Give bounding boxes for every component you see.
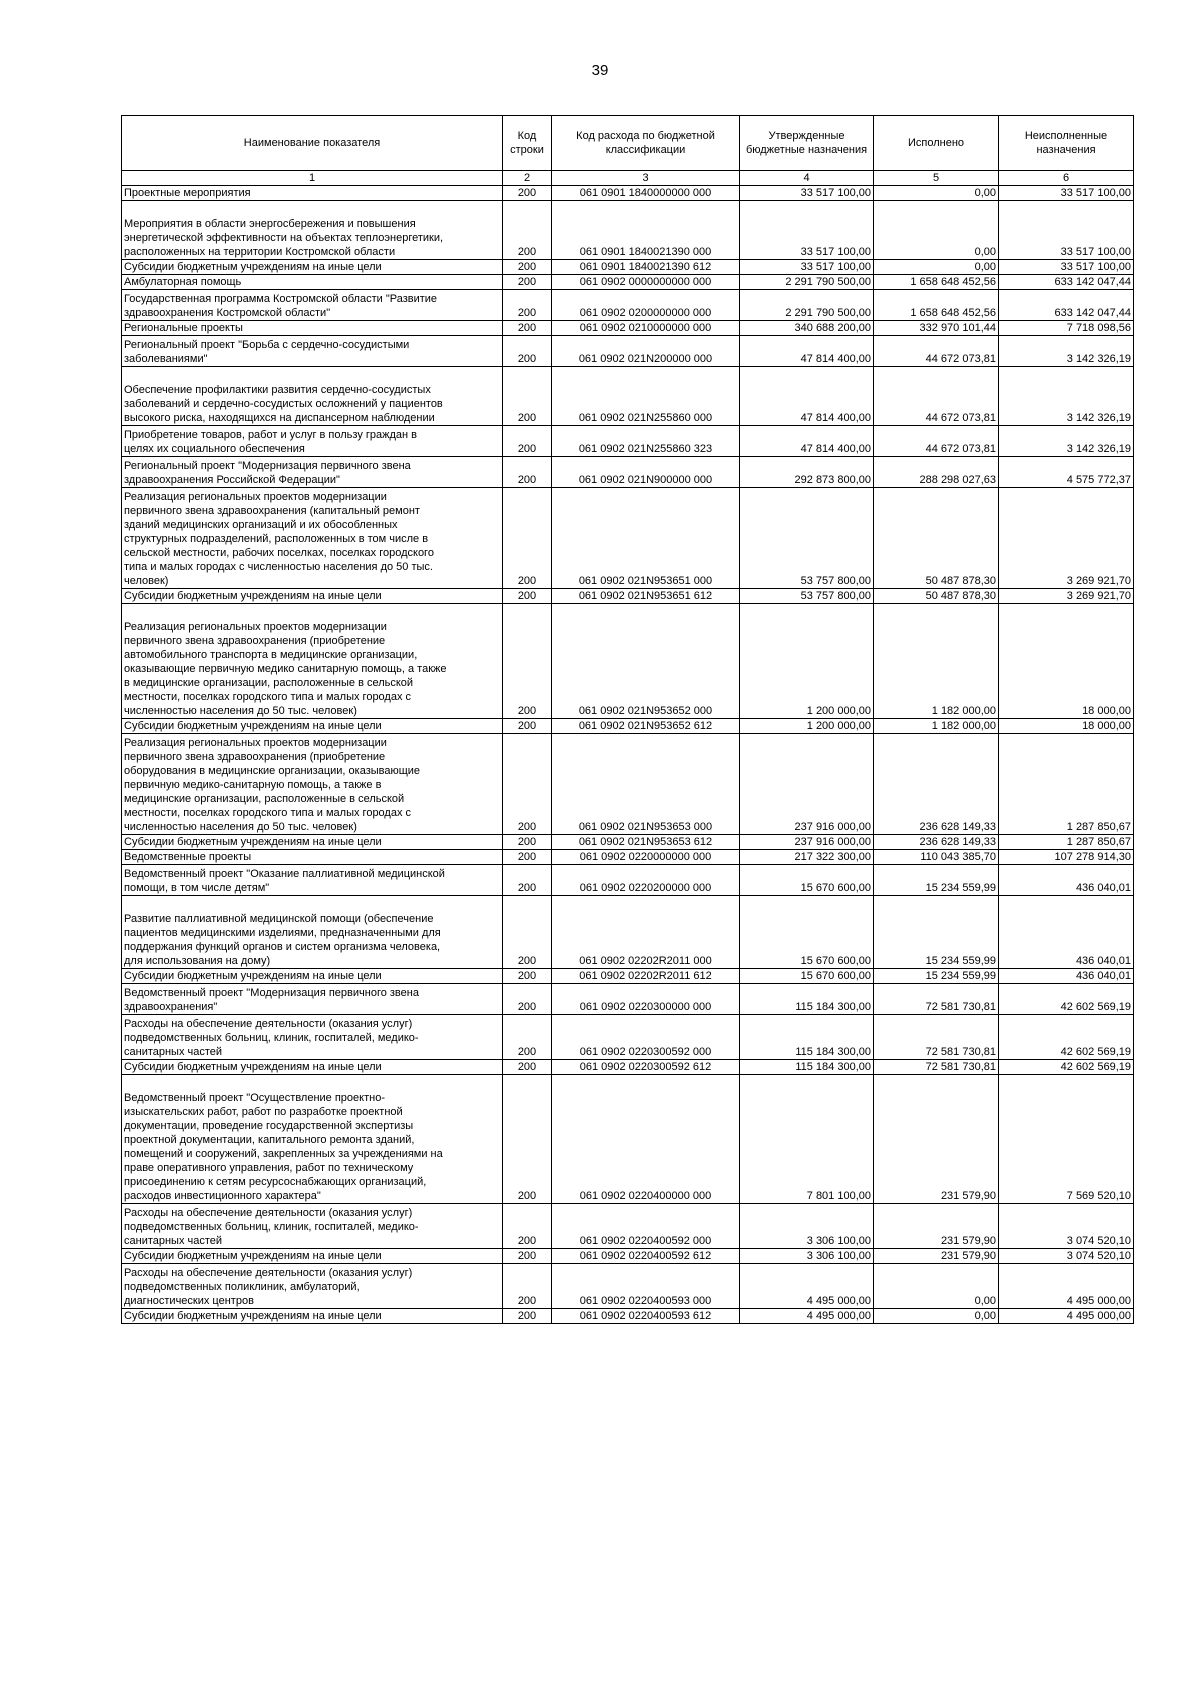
table-row — [122, 275, 1134, 290]
row-unexecuted-cell: 436 040,01 — [999, 865, 1134, 896]
row-name-cell: Субсидии бюджетным учреждениям на иные цели — [122, 260, 503, 275]
row-code-cell: 200 — [503, 186, 552, 201]
row-code-cell: 200 — [503, 589, 552, 604]
row-classification-cell: 061 0902 021N255860 323 — [552, 426, 740, 457]
row-executed-cell: 236 628 149,33 — [874, 734, 999, 835]
row-approved-cell: 340 688 200,00 — [740, 321, 874, 336]
row-executed-cell: 44 672 073,81 — [874, 426, 999, 457]
row-executed-cell: 15 234 559,99 — [874, 865, 999, 896]
row-name-cell: Мероприятия в области энергосбережения и повышения энергетической эффективности на объектах теплоэнергетики, расположенных на территории Костромской области — [122, 201, 503, 260]
row-approved-cell: 15 670 600,00 — [740, 865, 874, 896]
row-classification-cell: 061 0902 0220200000 000 — [552, 865, 740, 896]
row-classification-cell: 061 0902 0200000000 000 — [552, 290, 740, 321]
row-executed-cell: 15 234 559,99 — [874, 896, 999, 969]
column-number: 4 — [740, 171, 874, 186]
row-classification-cell: 061 0902 0000000000 000 — [552, 275, 740, 290]
row-approved-cell: 33 517 100,00 — [740, 201, 874, 260]
row-code-cell: 200 — [503, 201, 552, 260]
row-classification-cell: 061 0901 1840021390 612 — [552, 260, 740, 275]
row-approved-cell: 47 814 400,00 — [740, 426, 874, 457]
row-unexecuted-cell: 633 142 047,44 — [999, 275, 1134, 290]
row-classification-cell: 061 0902 021N953652 000 — [552, 604, 740, 719]
row-approved-cell: 4 495 000,00 — [740, 1309, 874, 1324]
row-unexecuted-cell: 3 269 921,70 — [999, 589, 1134, 604]
row-code-cell: 200 — [503, 1309, 552, 1324]
table-row — [122, 969, 1134, 984]
row-approved-cell: 2 291 790 500,00 — [740, 290, 874, 321]
table-row — [122, 865, 1134, 896]
row-name-cell: Реализация региональных проектов модернизации первичного звена здравоохранения (капитальный ремонт зданий медицинских организаций и их обособленных структурных подразделений, расположенных в том числе в сельской местности, рабочих поселках, поселках городского типа и малых городах с численностью населения до 50 тыс. человек) — [122, 488, 503, 589]
row-code-cell: 200 — [503, 260, 552, 275]
row-code-cell: 200 — [503, 969, 552, 984]
row-executed-cell: 72 581 730,81 — [874, 984, 999, 1015]
row-unexecuted-cell: 42 602 569,19 — [999, 984, 1134, 1015]
row-approved-cell: 33 517 100,00 — [740, 186, 874, 201]
table-row — [122, 201, 1134, 260]
row-name-cell: Проектные мероприятия — [122, 186, 503, 201]
row-name-cell: Приобретение товаров, работ и услуг в пользу граждан в целях их социального обеспечения — [122, 426, 503, 457]
row-unexecuted-cell: 3 074 520,10 — [999, 1249, 1134, 1264]
header-executed: Исполнено — [874, 116, 999, 171]
row-code-cell: 200 — [503, 1075, 552, 1204]
row-classification-cell: 061 0902 0220400592 612 — [552, 1249, 740, 1264]
row-name-cell: Субсидии бюджетным учреждениям на иные цели — [122, 969, 503, 984]
row-code-cell: 200 — [503, 984, 552, 1015]
table-row — [122, 367, 1134, 426]
row-approved-cell: 237 916 000,00 — [740, 835, 874, 850]
row-name-cell: Региональный проект "Борьба с сердечно-сосудистыми заболеваниями" — [122, 336, 503, 367]
table-row — [122, 1264, 1134, 1309]
row-name-cell: Ведомственный проект "Оказание паллиативной медицинской помощи, в том числе детям" — [122, 865, 503, 896]
row-code-cell: 200 — [503, 457, 552, 488]
row-executed-cell: 231 579,90 — [874, 1249, 999, 1264]
row-name-cell: Расходы на обеспечение деятельности (оказания услуг) подведомственных больниц, клиник, госпиталей, медико- санитарных частей — [122, 1204, 503, 1249]
row-executed-cell: 1 182 000,00 — [874, 719, 999, 734]
column-number-row — [122, 171, 1134, 186]
table-row — [122, 984, 1134, 1015]
row-unexecuted-cell: 18 000,00 — [999, 604, 1134, 719]
row-unexecuted-cell: 33 517 100,00 — [999, 186, 1134, 201]
row-approved-cell: 115 184 300,00 — [740, 1060, 874, 1075]
row-executed-cell: 231 579,90 — [874, 1204, 999, 1249]
column-number: 2 — [503, 171, 552, 186]
budget-execution-table — [121, 115, 1134, 1324]
table-row — [122, 850, 1134, 865]
row-code-cell: 200 — [503, 835, 552, 850]
table-row — [122, 321, 1134, 336]
row-name-cell: Расходы на обеспечение деятельности (оказания услуг) подведомственных больниц, клиник, госпиталей, медико- санитарных частей — [122, 1015, 503, 1060]
column-number: 6 — [999, 171, 1134, 186]
row-classification-cell: 061 0902 021N953651 000 — [552, 488, 740, 589]
row-approved-cell: 4 495 000,00 — [740, 1264, 874, 1309]
row-executed-cell: 50 487 878,30 — [874, 589, 999, 604]
row-executed-cell: 0,00 — [874, 1309, 999, 1324]
row-executed-cell: 72 581 730,81 — [874, 1060, 999, 1075]
table-row — [122, 290, 1134, 321]
row-executed-cell: 44 672 073,81 — [874, 336, 999, 367]
row-unexecuted-cell: 7 718 098,56 — [999, 321, 1134, 336]
row-approved-cell: 2 291 790 500,00 — [740, 275, 874, 290]
row-approved-cell: 47 814 400,00 — [740, 367, 874, 426]
row-classification-cell: 061 0902 0220300000 000 — [552, 984, 740, 1015]
page-number: 39 — [591, 62, 609, 79]
row-name-cell: Государственная программа Костромской области "Развитие здравоохранения Костромской области" — [122, 290, 503, 321]
row-name-cell: Региональный проект "Модернизация первичного звена здравоохранения Российской Федерации" — [122, 457, 503, 488]
row-code-cell: 200 — [503, 426, 552, 457]
header-code: Код строки — [503, 116, 552, 171]
row-approved-cell: 1 200 000,00 — [740, 719, 874, 734]
table-row — [122, 426, 1134, 457]
row-unexecuted-cell: 18 000,00 — [999, 719, 1134, 734]
row-classification-cell: 061 0902 02202R2011 000 — [552, 896, 740, 969]
row-unexecuted-cell: 33 517 100,00 — [999, 201, 1134, 260]
row-executed-cell: 0,00 — [874, 201, 999, 260]
table-row — [122, 1249, 1134, 1264]
table-row — [122, 734, 1134, 835]
row-name-cell: Субсидии бюджетным учреждениям на иные цели — [122, 719, 503, 734]
row-approved-cell: 115 184 300,00 — [740, 984, 874, 1015]
row-classification-cell: 061 0902 0220400000 000 — [552, 1075, 740, 1204]
row-name-cell: Ведомственный проект "Модернизация первичного звена здравоохранения" — [122, 984, 503, 1015]
row-unexecuted-cell: 1 287 850,67 — [999, 734, 1134, 835]
table-row — [122, 835, 1134, 850]
table-body — [122, 186, 1134, 1324]
row-name-cell: Субсидии бюджетным учреждениям на иные цели — [122, 1060, 503, 1075]
row-approved-cell: 1 200 000,00 — [740, 604, 874, 719]
row-unexecuted-cell: 3 074 520,10 — [999, 1204, 1134, 1249]
row-name-cell: Региональные проекты — [122, 321, 503, 336]
row-code-cell: 200 — [503, 850, 552, 865]
row-executed-cell: 0,00 — [874, 186, 999, 201]
row-unexecuted-cell: 436 040,01 — [999, 896, 1134, 969]
row-executed-cell: 1 182 000,00 — [874, 604, 999, 719]
row-code-cell: 200 — [503, 1264, 552, 1309]
row-name-cell: Субсидии бюджетным учреждениям на иные цели — [122, 1309, 503, 1324]
header-unexecuted: Неисполненные назначения — [999, 116, 1134, 171]
row-executed-cell: 231 579,90 — [874, 1075, 999, 1204]
row-unexecuted-cell: 107 278 914,30 — [999, 850, 1134, 865]
row-approved-cell: 53 757 800,00 — [740, 589, 874, 604]
row-name-cell: Расходы на обеспечение деятельности (оказания услуг) подведомственных поликлиник, амбулаторий, диагностических центров — [122, 1264, 503, 1309]
row-classification-cell: 061 0902 021N953653 612 — [552, 835, 740, 850]
row-unexecuted-cell: 7 569 520,10 — [999, 1075, 1134, 1204]
row-approved-cell: 47 814 400,00 — [740, 336, 874, 367]
row-classification-cell: 061 0902 0220000000 000 — [552, 850, 740, 865]
row-code-cell: 200 — [503, 734, 552, 835]
row-code-cell: 200 — [503, 336, 552, 367]
table-row — [122, 719, 1134, 734]
row-classification-cell: 061 0902 021N953652 612 — [552, 719, 740, 734]
table-row — [122, 1075, 1134, 1204]
header-row — [122, 116, 1134, 171]
row-classification-cell: 061 0902 021N900000 000 — [552, 457, 740, 488]
row-executed-cell: 15 234 559,99 — [874, 969, 999, 984]
row-executed-cell: 0,00 — [874, 1264, 999, 1309]
row-classification-cell: 061 0902 0210000000 000 — [552, 321, 740, 336]
row-code-cell: 200 — [503, 1060, 552, 1075]
row-executed-cell: 332 970 101,44 — [874, 321, 999, 336]
row-classification-cell: 061 0902 0220400593 000 — [552, 1264, 740, 1309]
row-name-cell: Обеспечение профилактики развития сердечно-сосудистых заболеваний и сердечно-сосудистых осложнений у пациентов высокого риска, находящихся на диспансерном наблюдении — [122, 367, 503, 426]
row-code-cell: 200 — [503, 488, 552, 589]
row-executed-cell: 1 658 648 452,56 — [874, 275, 999, 290]
table-row — [122, 604, 1134, 719]
row-name-cell: Амбулаторная помощь — [122, 275, 503, 290]
header-approved: Утвержденные бюджетные назначения — [740, 116, 874, 171]
row-classification-cell: 061 0902 021N953653 000 — [552, 734, 740, 835]
row-unexecuted-cell: 3 269 921,70 — [999, 488, 1134, 589]
table-row — [122, 488, 1134, 589]
row-unexecuted-cell: 33 517 100,00 — [999, 260, 1134, 275]
row-unexecuted-cell: 4 495 000,00 — [999, 1264, 1134, 1309]
row-classification-cell: 061 0902 0220300592 612 — [552, 1060, 740, 1075]
row-classification-cell: 061 0902 0220400592 000 — [552, 1204, 740, 1249]
row-code-cell: 200 — [503, 275, 552, 290]
row-classification-cell: 061 0901 1840000000 000 — [552, 186, 740, 201]
row-approved-cell: 33 517 100,00 — [740, 260, 874, 275]
row-unexecuted-cell: 42 602 569,19 — [999, 1060, 1134, 1075]
table-row — [122, 1060, 1134, 1075]
row-executed-cell: 44 672 073,81 — [874, 367, 999, 426]
row-code-cell: 200 — [503, 1204, 552, 1249]
row-approved-cell: 3 306 100,00 — [740, 1204, 874, 1249]
row-executed-cell: 236 628 149,33 — [874, 835, 999, 850]
row-name-cell: Развитие паллиативной медицинской помощи (обеспечение пациентов медицинскими изделиями, предназначенными для поддержания функций органов и систем организма человека, для использования на дому) — [122, 896, 503, 969]
row-executed-cell: 288 298 027,63 — [874, 457, 999, 488]
row-executed-cell: 72 581 730,81 — [874, 1015, 999, 1060]
row-code-cell: 200 — [503, 367, 552, 426]
row-approved-cell: 3 306 100,00 — [740, 1249, 874, 1264]
row-approved-cell: 115 184 300,00 — [740, 1015, 874, 1060]
table-row — [122, 589, 1134, 604]
table-row — [122, 1204, 1134, 1249]
column-number: 5 — [874, 171, 999, 186]
row-name-cell: Субсидии бюджетным учреждениям на иные цели — [122, 1249, 503, 1264]
table-row — [122, 336, 1134, 367]
row-name-cell: Субсидии бюджетным учреждениям на иные цели — [122, 835, 503, 850]
row-code-cell: 200 — [503, 865, 552, 896]
row-code-cell: 200 — [503, 896, 552, 969]
row-executed-cell: 0,00 — [874, 260, 999, 275]
row-code-cell: 200 — [503, 321, 552, 336]
row-unexecuted-cell: 42 602 569,19 — [999, 1015, 1134, 1060]
row-unexecuted-cell: 436 040,01 — [999, 969, 1134, 984]
row-unexecuted-cell: 1 287 850,67 — [999, 835, 1134, 850]
row-classification-cell: 061 0902 021N200000 000 — [552, 336, 740, 367]
row-unexecuted-cell: 3 142 326,19 — [999, 367, 1134, 426]
table-row — [122, 896, 1134, 969]
row-approved-cell: 237 916 000,00 — [740, 734, 874, 835]
column-number: 1 — [122, 171, 503, 186]
row-classification-cell: 061 0902 0220300592 000 — [552, 1015, 740, 1060]
row-approved-cell: 15 670 600,00 — [740, 969, 874, 984]
header-name: Наименование показателя — [122, 116, 503, 171]
row-classification-cell: 061 0902 021N953651 612 — [552, 589, 740, 604]
row-code-cell: 200 — [503, 1249, 552, 1264]
column-number: 3 — [552, 171, 740, 186]
table-row — [122, 260, 1134, 275]
table-row — [122, 1309, 1134, 1324]
row-classification-cell: 061 0901 1840021390 000 — [552, 201, 740, 260]
row-executed-cell: 50 487 878,30 — [874, 488, 999, 589]
table-row — [122, 186, 1134, 201]
row-executed-cell: 110 043 385,70 — [874, 850, 999, 865]
row-code-cell: 200 — [503, 719, 552, 734]
row-name-cell: Реализация региональных проектов модернизации первичного звена здравоохранения (приобретение оборудования в медицинские организации, оказывающие первичную медико-санитарную помощь, а также в медицинские организации, расположенные в сельской местности, поселках городского типа и малых городах с численностью населения до 50 тыс. человек) — [122, 734, 503, 835]
row-unexecuted-cell: 4 575 772,37 — [999, 457, 1134, 488]
row-code-cell: 200 — [503, 1015, 552, 1060]
row-name-cell: Реализация региональных проектов модернизации первичного звена здравоохранения (приобретение автомобильного транспорта в медицинские организации, оказывающие первичную медико санитарную помощь, а также в медицинские организации, расположенные в сельской местности, поселках городского типа и малых городах с численностью населения до 50 тыс. человек) — [122, 604, 503, 719]
row-unexecuted-cell: 633 142 047,44 — [999, 290, 1134, 321]
row-name-cell: Ведомственный проект "Осуществление проектно- изыскательских работ, работ по разработке проектной документации, проведение государственной экспертизы проектной документации, капитального ремонта зданий, помещений и сооружений, закрепленных за учреждениями на праве оперативного управления, работ по техническому присоединению к сетям ресурсоснабжающих организаций, расходов инвестиционного характера" — [122, 1075, 503, 1204]
row-classification-cell: 061 0902 021N255860 000 — [552, 367, 740, 426]
row-approved-cell: 7 801 100,00 — [740, 1075, 874, 1204]
row-approved-cell: 292 873 800,00 — [740, 457, 874, 488]
row-classification-cell: 061 0902 0220400593 612 — [552, 1309, 740, 1324]
row-name-cell: Субсидии бюджетным учреждениям на иные цели — [122, 589, 503, 604]
header-classification: Код расхода по бюджетной классификации — [552, 116, 740, 171]
row-unexecuted-cell: 4 495 000,00 — [999, 1309, 1134, 1324]
row-code-cell: 200 — [503, 290, 552, 321]
row-unexecuted-cell: 3 142 326,19 — [999, 336, 1134, 367]
row-name-cell: Ведомственные проекты — [122, 850, 503, 865]
table-row — [122, 1015, 1134, 1060]
row-code-cell: 200 — [503, 604, 552, 719]
row-approved-cell: 53 757 800,00 — [740, 488, 874, 589]
row-approved-cell: 15 670 600,00 — [740, 896, 874, 969]
row-unexecuted-cell: 3 142 326,19 — [999, 426, 1134, 457]
table-row — [122, 457, 1134, 488]
row-classification-cell: 061 0902 02202R2011 612 — [552, 969, 740, 984]
row-executed-cell: 1 658 648 452,56 — [874, 290, 999, 321]
row-approved-cell: 217 322 300,00 — [740, 850, 874, 865]
